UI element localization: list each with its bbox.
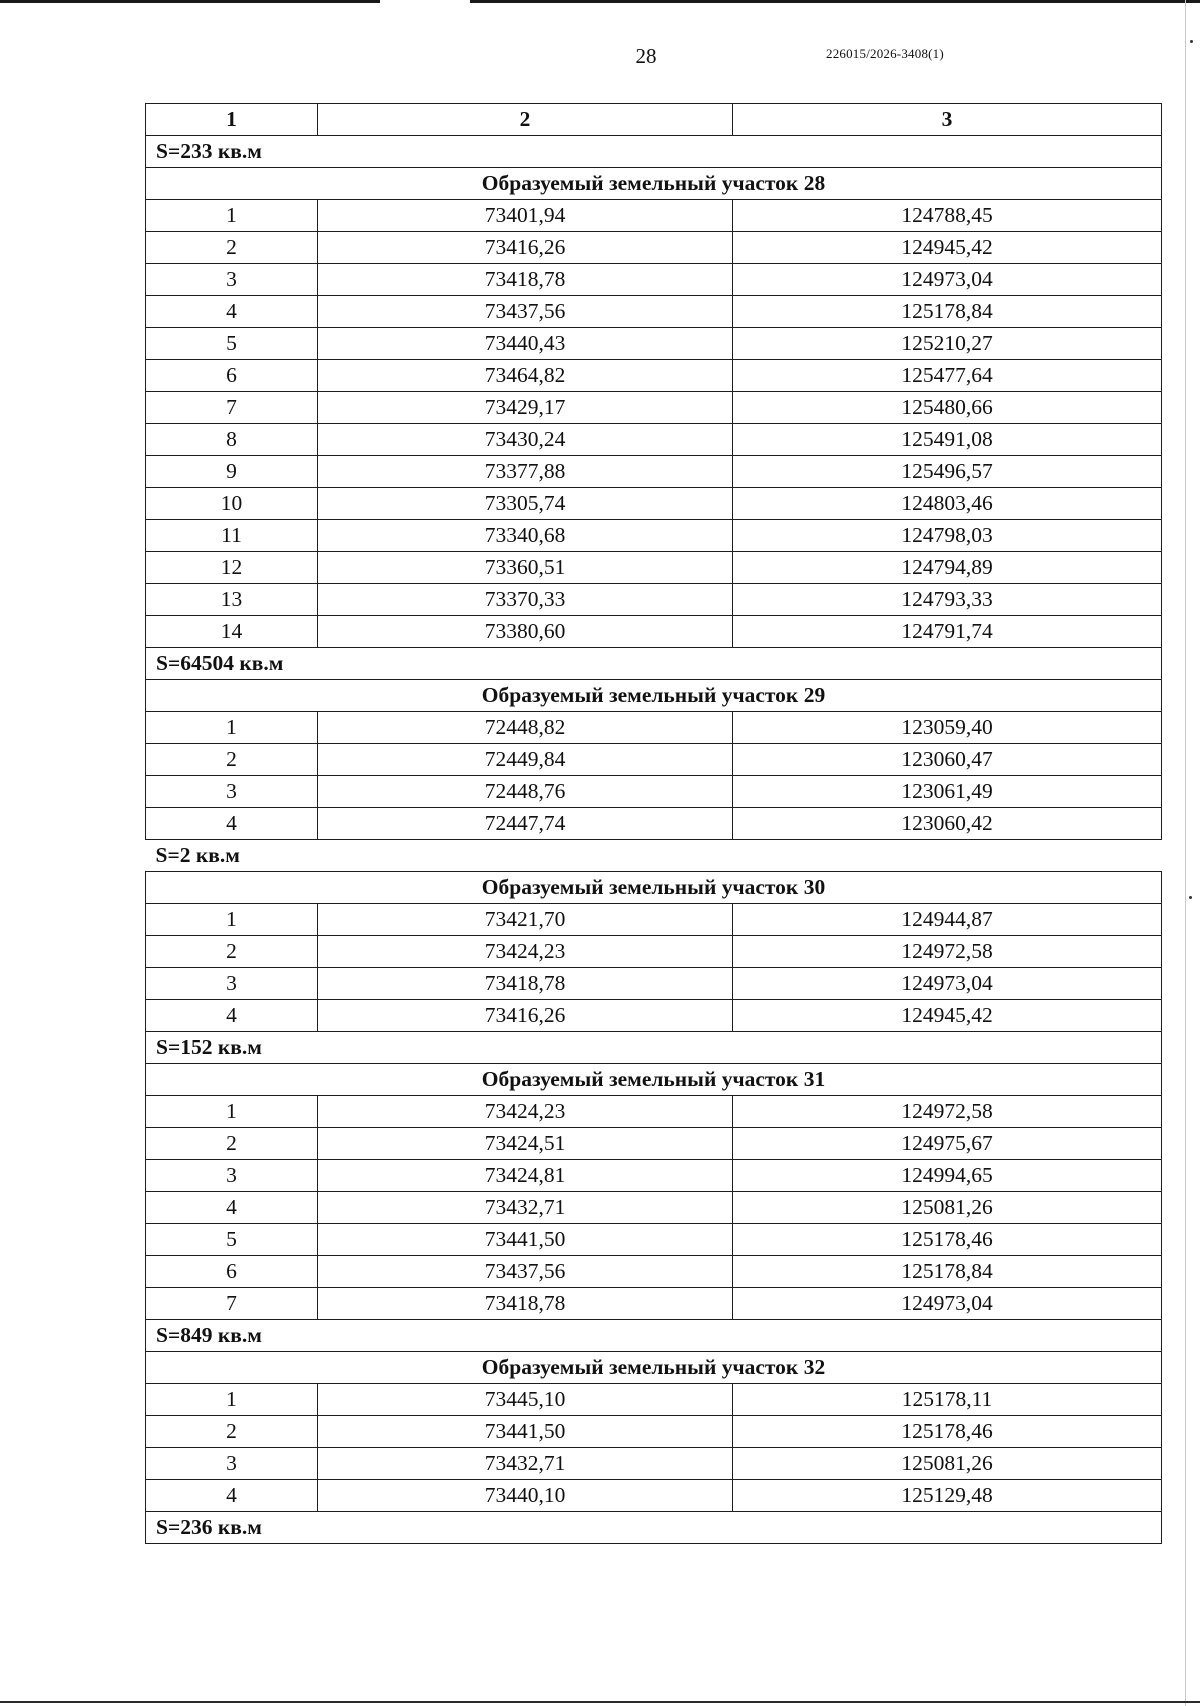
point-number-cell: 1 xyxy=(146,904,318,936)
area-label: S=64504 кв.м xyxy=(146,648,1162,680)
area-row xyxy=(146,1032,1162,1064)
point-number-cell: 1 xyxy=(146,200,318,232)
y-coordinate-cell: 124945,42 xyxy=(733,1000,1162,1032)
table-row xyxy=(146,1224,1162,1256)
scan-right-edge xyxy=(1185,0,1186,1706)
table-row xyxy=(146,904,1162,936)
y-coordinate-cell: 125496,57 xyxy=(733,456,1162,488)
point-number-cell: 1 xyxy=(146,712,318,744)
y-coordinate-cell: 125210,27 xyxy=(733,328,1162,360)
y-coordinate-cell: 125178,84 xyxy=(733,296,1162,328)
table-row xyxy=(146,1416,1162,1448)
plot-title: Образуемый земельный участок 28 xyxy=(146,168,1162,200)
point-number-cell: 4 xyxy=(146,1480,318,1512)
point-number-cell: 10 xyxy=(146,488,318,520)
x-coordinate-cell: 73424,81 xyxy=(318,1160,733,1192)
x-coordinate-cell: 73437,56 xyxy=(318,296,733,328)
point-number-cell: 3 xyxy=(146,264,318,296)
table-row xyxy=(146,1160,1162,1192)
x-coordinate-cell: 73430,24 xyxy=(318,424,733,456)
y-coordinate-cell: 125081,26 xyxy=(733,1448,1162,1480)
plot-title-row xyxy=(146,680,1162,712)
table-row xyxy=(146,424,1162,456)
x-coordinate-cell: 72448,82 xyxy=(318,712,733,744)
column-header-x: 2 xyxy=(318,104,733,136)
y-coordinate-cell: 124973,04 xyxy=(733,264,1162,296)
point-number-cell: 11 xyxy=(146,520,318,552)
y-coordinate-cell: 124973,04 xyxy=(733,968,1162,1000)
point-number-cell: 5 xyxy=(146,1224,318,1256)
x-coordinate-cell: 73424,23 xyxy=(318,936,733,968)
table-row xyxy=(146,232,1162,264)
point-number-cell: 3 xyxy=(146,776,318,808)
area-label: S=2 кв.м xyxy=(146,840,1162,872)
table-row xyxy=(146,1288,1162,1320)
point-number-cell: 2 xyxy=(146,936,318,968)
y-coordinate-cell: 123061,49 xyxy=(733,776,1162,808)
y-coordinate-cell: 124975,67 xyxy=(733,1128,1162,1160)
point-number-cell: 2 xyxy=(146,232,318,264)
table-row xyxy=(146,488,1162,520)
x-coordinate-cell: 73421,70 xyxy=(318,904,733,936)
plot-title-row xyxy=(146,872,1162,904)
point-number-cell: 7 xyxy=(146,1288,318,1320)
y-coordinate-cell: 123059,40 xyxy=(733,712,1162,744)
area-row xyxy=(146,648,1162,680)
page-number: 28 xyxy=(635,44,657,68)
x-coordinate-cell: 72449,84 xyxy=(318,744,733,776)
x-coordinate-cell: 73429,17 xyxy=(318,392,733,424)
area-label: S=233 кв.м xyxy=(146,136,1162,168)
y-coordinate-cell: 124803,46 xyxy=(733,488,1162,520)
area-label: S=236 кв.м xyxy=(146,1512,1162,1544)
y-coordinate-cell: 124791,74 xyxy=(733,616,1162,648)
x-coordinate-cell: 73464,82 xyxy=(318,360,733,392)
table-row xyxy=(146,936,1162,968)
table-row xyxy=(146,1448,1162,1480)
x-coordinate-cell: 73437,56 xyxy=(318,1256,733,1288)
point-number-cell: 2 xyxy=(146,1128,318,1160)
table-row xyxy=(146,520,1162,552)
x-coordinate-cell: 73424,51 xyxy=(318,1128,733,1160)
y-coordinate-cell: 124798,03 xyxy=(733,520,1162,552)
point-number-cell: 1 xyxy=(146,1384,318,1416)
y-coordinate-cell: 124972,58 xyxy=(733,936,1162,968)
point-number-cell: 14 xyxy=(146,616,318,648)
point-number-cell: 3 xyxy=(146,1160,318,1192)
table-row xyxy=(146,584,1162,616)
y-coordinate-cell: 123060,42 xyxy=(733,808,1162,840)
point-number-cell: 4 xyxy=(146,1192,318,1224)
point-number-cell: 4 xyxy=(146,1000,318,1032)
y-coordinate-cell: 124793,33 xyxy=(733,584,1162,616)
y-coordinate-cell: 125081,26 xyxy=(733,1192,1162,1224)
table-row xyxy=(146,456,1162,488)
x-coordinate-cell: 73432,71 xyxy=(318,1448,733,1480)
plot-title: Образуемый земельный участок 32 xyxy=(146,1352,1162,1384)
point-number-cell: 6 xyxy=(146,360,318,392)
y-coordinate-cell: 124972,58 xyxy=(733,1096,1162,1128)
x-coordinate-cell: 73416,26 xyxy=(318,1000,733,1032)
x-coordinate-cell: 73441,50 xyxy=(318,1224,733,1256)
y-coordinate-cell: 124788,45 xyxy=(733,200,1162,232)
area-label: S=849 кв.м xyxy=(146,1320,1162,1352)
table-row xyxy=(146,1480,1162,1512)
x-coordinate-cell: 73440,10 xyxy=(318,1480,733,1512)
y-coordinate-cell: 124794,89 xyxy=(733,552,1162,584)
table-row xyxy=(146,1192,1162,1224)
y-coordinate-cell: 124994,65 xyxy=(733,1160,1162,1192)
table-row xyxy=(146,1000,1162,1032)
point-number-cell: 6 xyxy=(146,1256,318,1288)
x-coordinate-cell: 73370,33 xyxy=(318,584,733,616)
table-header-row xyxy=(146,104,1162,136)
y-coordinate-cell: 123060,47 xyxy=(733,744,1162,776)
plot-title: Образуемый земельный участок 30 xyxy=(146,872,1162,904)
x-coordinate-cell: 73401,94 xyxy=(318,200,733,232)
point-number-cell: 13 xyxy=(146,584,318,616)
table-row xyxy=(146,392,1162,424)
y-coordinate-cell: 124973,04 xyxy=(733,1288,1162,1320)
y-coordinate-cell: 125477,64 xyxy=(733,360,1162,392)
table-row xyxy=(146,1384,1162,1416)
table-row xyxy=(146,712,1162,744)
point-number-cell: 4 xyxy=(146,296,318,328)
y-coordinate-cell: 125178,46 xyxy=(733,1224,1162,1256)
document-reference: 226015/2026-3408(1) xyxy=(826,46,944,61)
table-row xyxy=(146,776,1162,808)
table-row xyxy=(146,264,1162,296)
point-number-cell: 4 xyxy=(146,808,318,840)
plot-title: Образуемый земельный участок 29 xyxy=(146,680,1162,712)
point-number-cell: 2 xyxy=(146,744,318,776)
table-row xyxy=(146,1128,1162,1160)
y-coordinate-cell: 124944,87 xyxy=(733,904,1162,936)
area-row xyxy=(146,136,1162,168)
x-coordinate-cell: 73440,43 xyxy=(318,328,733,360)
point-number-cell: 3 xyxy=(146,968,318,1000)
table-row xyxy=(146,296,1162,328)
x-coordinate-cell: 73418,78 xyxy=(318,264,733,296)
table-row xyxy=(146,328,1162,360)
x-coordinate-cell: 73305,74 xyxy=(318,488,733,520)
x-coordinate-cell: 73340,68 xyxy=(318,520,733,552)
x-coordinate-cell: 72448,76 xyxy=(318,776,733,808)
plot-title-row xyxy=(146,168,1162,200)
plot-title-row xyxy=(146,1064,1162,1096)
table-row xyxy=(146,968,1162,1000)
x-coordinate-cell: 73432,71 xyxy=(318,1192,733,1224)
x-coordinate-cell: 73441,50 xyxy=(318,1416,733,1448)
y-coordinate-cell: 125480,66 xyxy=(733,392,1162,424)
x-coordinate-cell: 73418,78 xyxy=(318,968,733,1000)
y-coordinate-cell: 125178,11 xyxy=(733,1384,1162,1416)
coordinates-table-body xyxy=(146,104,1162,1544)
area-row xyxy=(146,840,1162,872)
coordinates-table xyxy=(145,103,1162,1544)
y-coordinate-cell: 125178,84 xyxy=(733,1256,1162,1288)
x-coordinate-cell: 73424,23 xyxy=(318,1096,733,1128)
area-row xyxy=(146,1512,1162,1544)
x-coordinate-cell: 73445,10 xyxy=(318,1384,733,1416)
x-coordinate-cell: 73418,78 xyxy=(318,1288,733,1320)
y-coordinate-cell: 125178,46 xyxy=(733,1416,1162,1448)
point-number-cell: 9 xyxy=(146,456,318,488)
point-number-cell: 1 xyxy=(146,1096,318,1128)
point-number-cell: 5 xyxy=(146,328,318,360)
point-number-cell: 2 xyxy=(146,1416,318,1448)
y-coordinate-cell: 124945,42 xyxy=(733,232,1162,264)
point-number-cell: 3 xyxy=(146,1448,318,1480)
y-coordinate-cell: 125491,08 xyxy=(733,424,1162,456)
table-row xyxy=(146,616,1162,648)
table-row xyxy=(146,200,1162,232)
scan-speck xyxy=(1190,40,1193,43)
x-coordinate-cell: 73380,60 xyxy=(318,616,733,648)
area-row xyxy=(146,1320,1162,1352)
scan-bottom-edge xyxy=(0,1701,1200,1703)
x-coordinate-cell: 73377,88 xyxy=(318,456,733,488)
column-header-y: 3 xyxy=(733,104,1162,136)
x-coordinate-cell: 72447,74 xyxy=(318,808,733,840)
point-number-cell: 12 xyxy=(146,552,318,584)
x-coordinate-cell: 73360,51 xyxy=(318,552,733,584)
table-row xyxy=(146,744,1162,776)
table-row xyxy=(146,552,1162,584)
table-row xyxy=(146,1256,1162,1288)
plot-title-row xyxy=(146,1352,1162,1384)
scan-top-edge xyxy=(0,0,1200,3)
area-label: S=152 кв.м xyxy=(146,1032,1162,1064)
table-row xyxy=(146,1096,1162,1128)
table-row xyxy=(146,360,1162,392)
x-coordinate-cell: 73416,26 xyxy=(318,232,733,264)
scan-speck xyxy=(1189,896,1192,899)
point-number-cell: 7 xyxy=(146,392,318,424)
scan-top-edge-gap xyxy=(380,0,470,3)
plot-title: Образуемый земельный участок 31 xyxy=(146,1064,1162,1096)
point-number-cell: 8 xyxy=(146,424,318,456)
column-header-point-number: 1 xyxy=(146,104,318,136)
y-coordinate-cell: 125129,48 xyxy=(733,1480,1162,1512)
table-row xyxy=(146,808,1162,840)
